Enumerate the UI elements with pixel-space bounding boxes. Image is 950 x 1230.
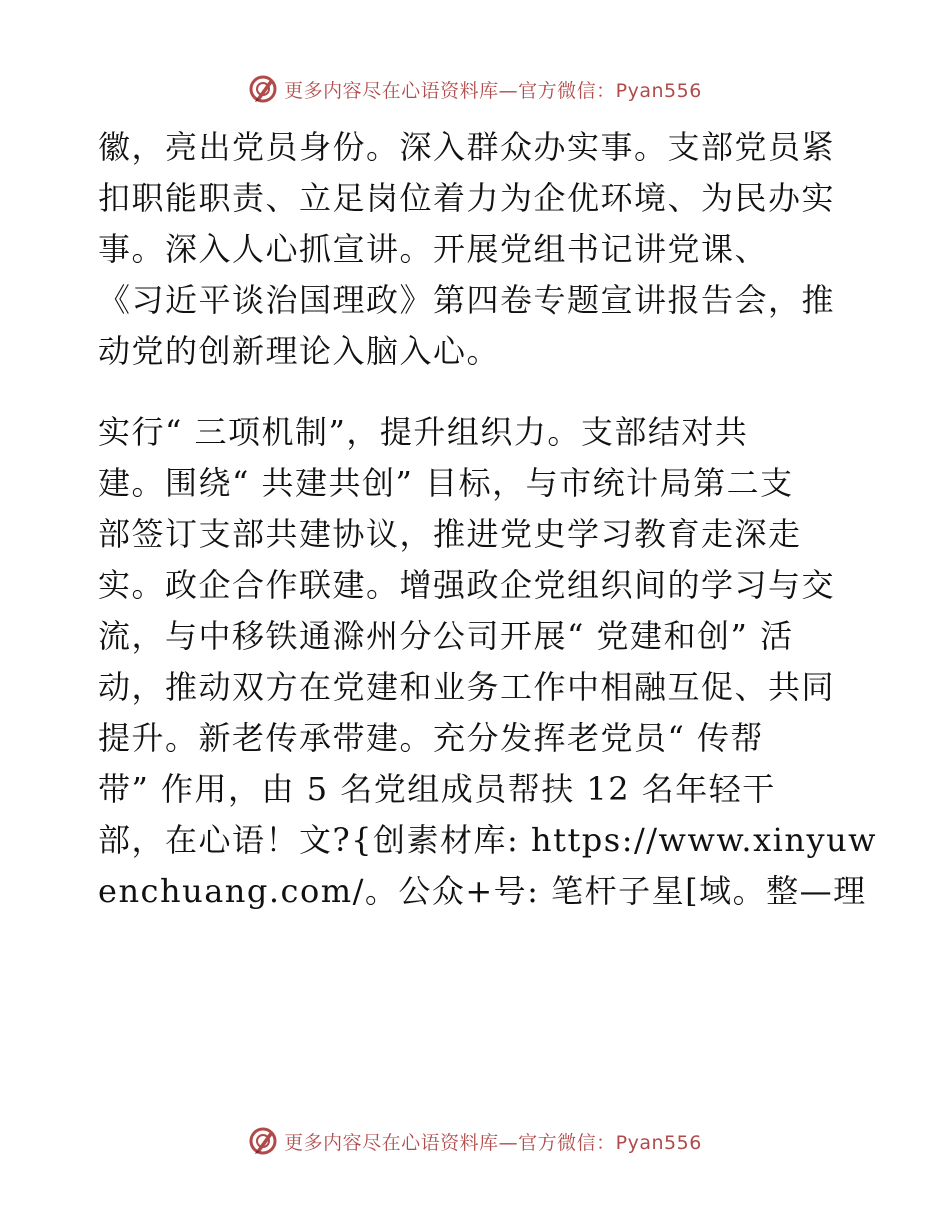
text-line: 部，在心语！文?{创素材库: https://www.xinyuw bbox=[98, 821, 878, 859]
text-line: 动党的创新理论入脑入心。 bbox=[98, 332, 501, 370]
red-pen-circle-icon bbox=[248, 74, 278, 104]
paragraph bbox=[98, 122, 858, 377]
text-line: 实行“ 三项机制”，提升组织力。支部结对共 bbox=[98, 413, 749, 451]
paragraph-gap bbox=[98, 377, 858, 407]
text-line: 流，与中移铁通滁州分公司开展“ 党建和创” 活 bbox=[98, 617, 794, 655]
red-pen-circle-icon bbox=[248, 1126, 278, 1156]
text-line: 提升。新老传承带建。充分发挥老党员“ 传帮 bbox=[98, 719, 765, 757]
text-line: 动，推动双方在党建和业务工作中相融互促、共同 bbox=[98, 668, 836, 706]
text-line: enchuang.com/。公众+号: 笔杆子星[域。整—理 bbox=[98, 872, 867, 910]
watermark-text: 更多内容尽在心语资料库—官方微信：Pyan556 bbox=[284, 1131, 702, 1154]
text-line: 实。政企合作联建。增强政企党组织间的学习与交 bbox=[98, 566, 836, 604]
text-line: 事。深入人心抓宣讲。开展党组书记讲党课、 bbox=[98, 230, 769, 268]
text-line: 部签订支部共建协议，推进党史学习教育走深走 bbox=[98, 515, 802, 553]
paragraph bbox=[98, 407, 878, 917]
text-line: 带” 作用，由 5 名党组成员帮扶 12 名年轻干 bbox=[98, 770, 776, 808]
text-line: 扣职能职责、立足岗位着力为企优环境、为民办实 bbox=[98, 179, 836, 217]
header-watermark bbox=[0, 72, 950, 106]
text-line: 徽，亮出党员身份。深入群众办实事。支部党员紧 bbox=[98, 128, 836, 166]
text-line: 建。围绕“ 共建共创” 目标，与市统计局第二支 bbox=[98, 464, 794, 502]
text-line: 《习近平谈治国理政》第四卷专题宣讲报告会，推 bbox=[98, 281, 836, 319]
footer-watermark bbox=[0, 1124, 950, 1158]
document-body bbox=[98, 122, 878, 917]
watermark-text: 更多内容尽在心语资料库—官方微信：Pyan556 bbox=[284, 79, 702, 102]
